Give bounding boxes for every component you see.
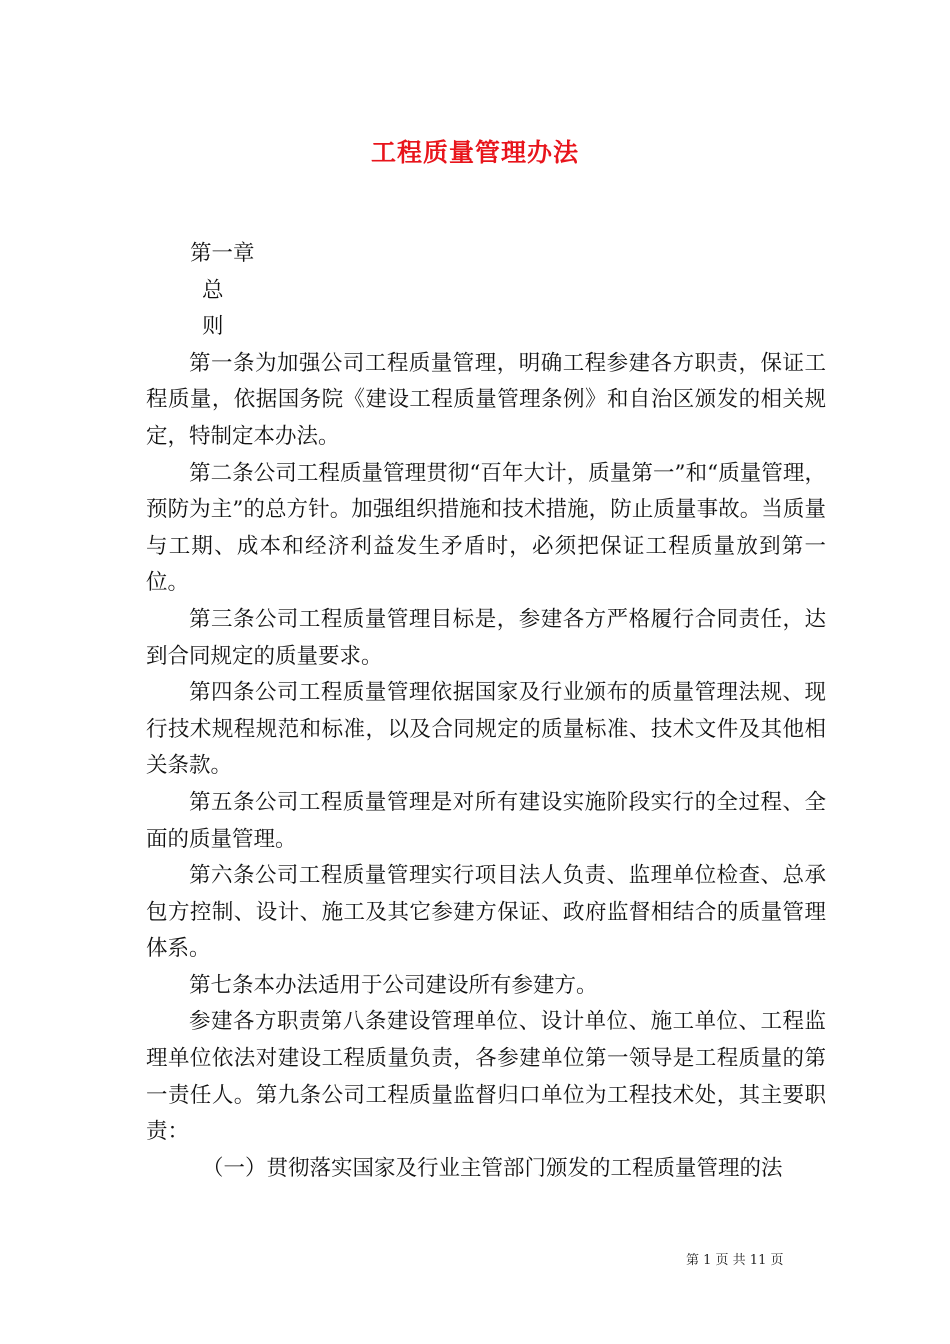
article-4: 第四条公司工程质量管理依据国家及行业颁布的质量管理法规、现行技术规程规范和标准，以及合同规定的质量标准、技术文件及其他相关条款。 [146, 680, 826, 779]
article-7: 第七条本办法适用于公司建设所有参建方。 [189, 972, 598, 998]
articles-8-9: 参建各方职责第八条建设管理单位、设计单位、施工单位、工程监理单位依法对建设工程质量负责，各参建单位第一领导是工程质量的第一责任人。第九条公司工程质量监督归口单位为工程技术处，其主要职责： [146, 1009, 826, 1145]
list-item-1: （一）贯彻落实国家及行业主管部门颁发的工程质量管理的法 [202, 1155, 783, 1181]
article-1: 第一条为加强公司工程质量管理，明确工程参建各方职责，保证工程质量，依据国务院《建设工程质量管理条例》和自治区颁发的相关规定，特制定本办法。 [146, 350, 826, 449]
chapter-name-line-2: 则 [202, 314, 224, 340]
document-body [146, 236, 826, 1187]
chapter-name-line-1: 总 [202, 277, 224, 303]
document-title: 工程质量管理办法 [370, 138, 579, 167]
article-2: 第二条公司工程质量管理贯彻“百年大计，质量第一”和“质量管理，预防为主”的总方针。加强组织措施和技术措施，防止质量事故。当质量与工期、成本和经济利益发生矛盾时，必须把保证工程质量放到第一位。 [146, 460, 826, 596]
article-5: 第五条公司工程质量管理是对所有建设实施阶段实行的全过程、全面的质量管理。 [146, 789, 826, 852]
chapter-label: 第一章 [190, 241, 255, 266]
article-3: 第三条公司工程质量管理目标是，参建各方严格履行合同责任，达到合同规定的质量要求。 [146, 606, 826, 669]
page-number-footer: 第 1 页 共 11 页 [686, 1253, 784, 1268]
article-6: 第六条公司工程质量管理实行项目法人负责、监理单位检查、总承包方控制、设计、施工及其它参建方保证、政府监督相结合的质量管理体系。 [146, 863, 826, 962]
